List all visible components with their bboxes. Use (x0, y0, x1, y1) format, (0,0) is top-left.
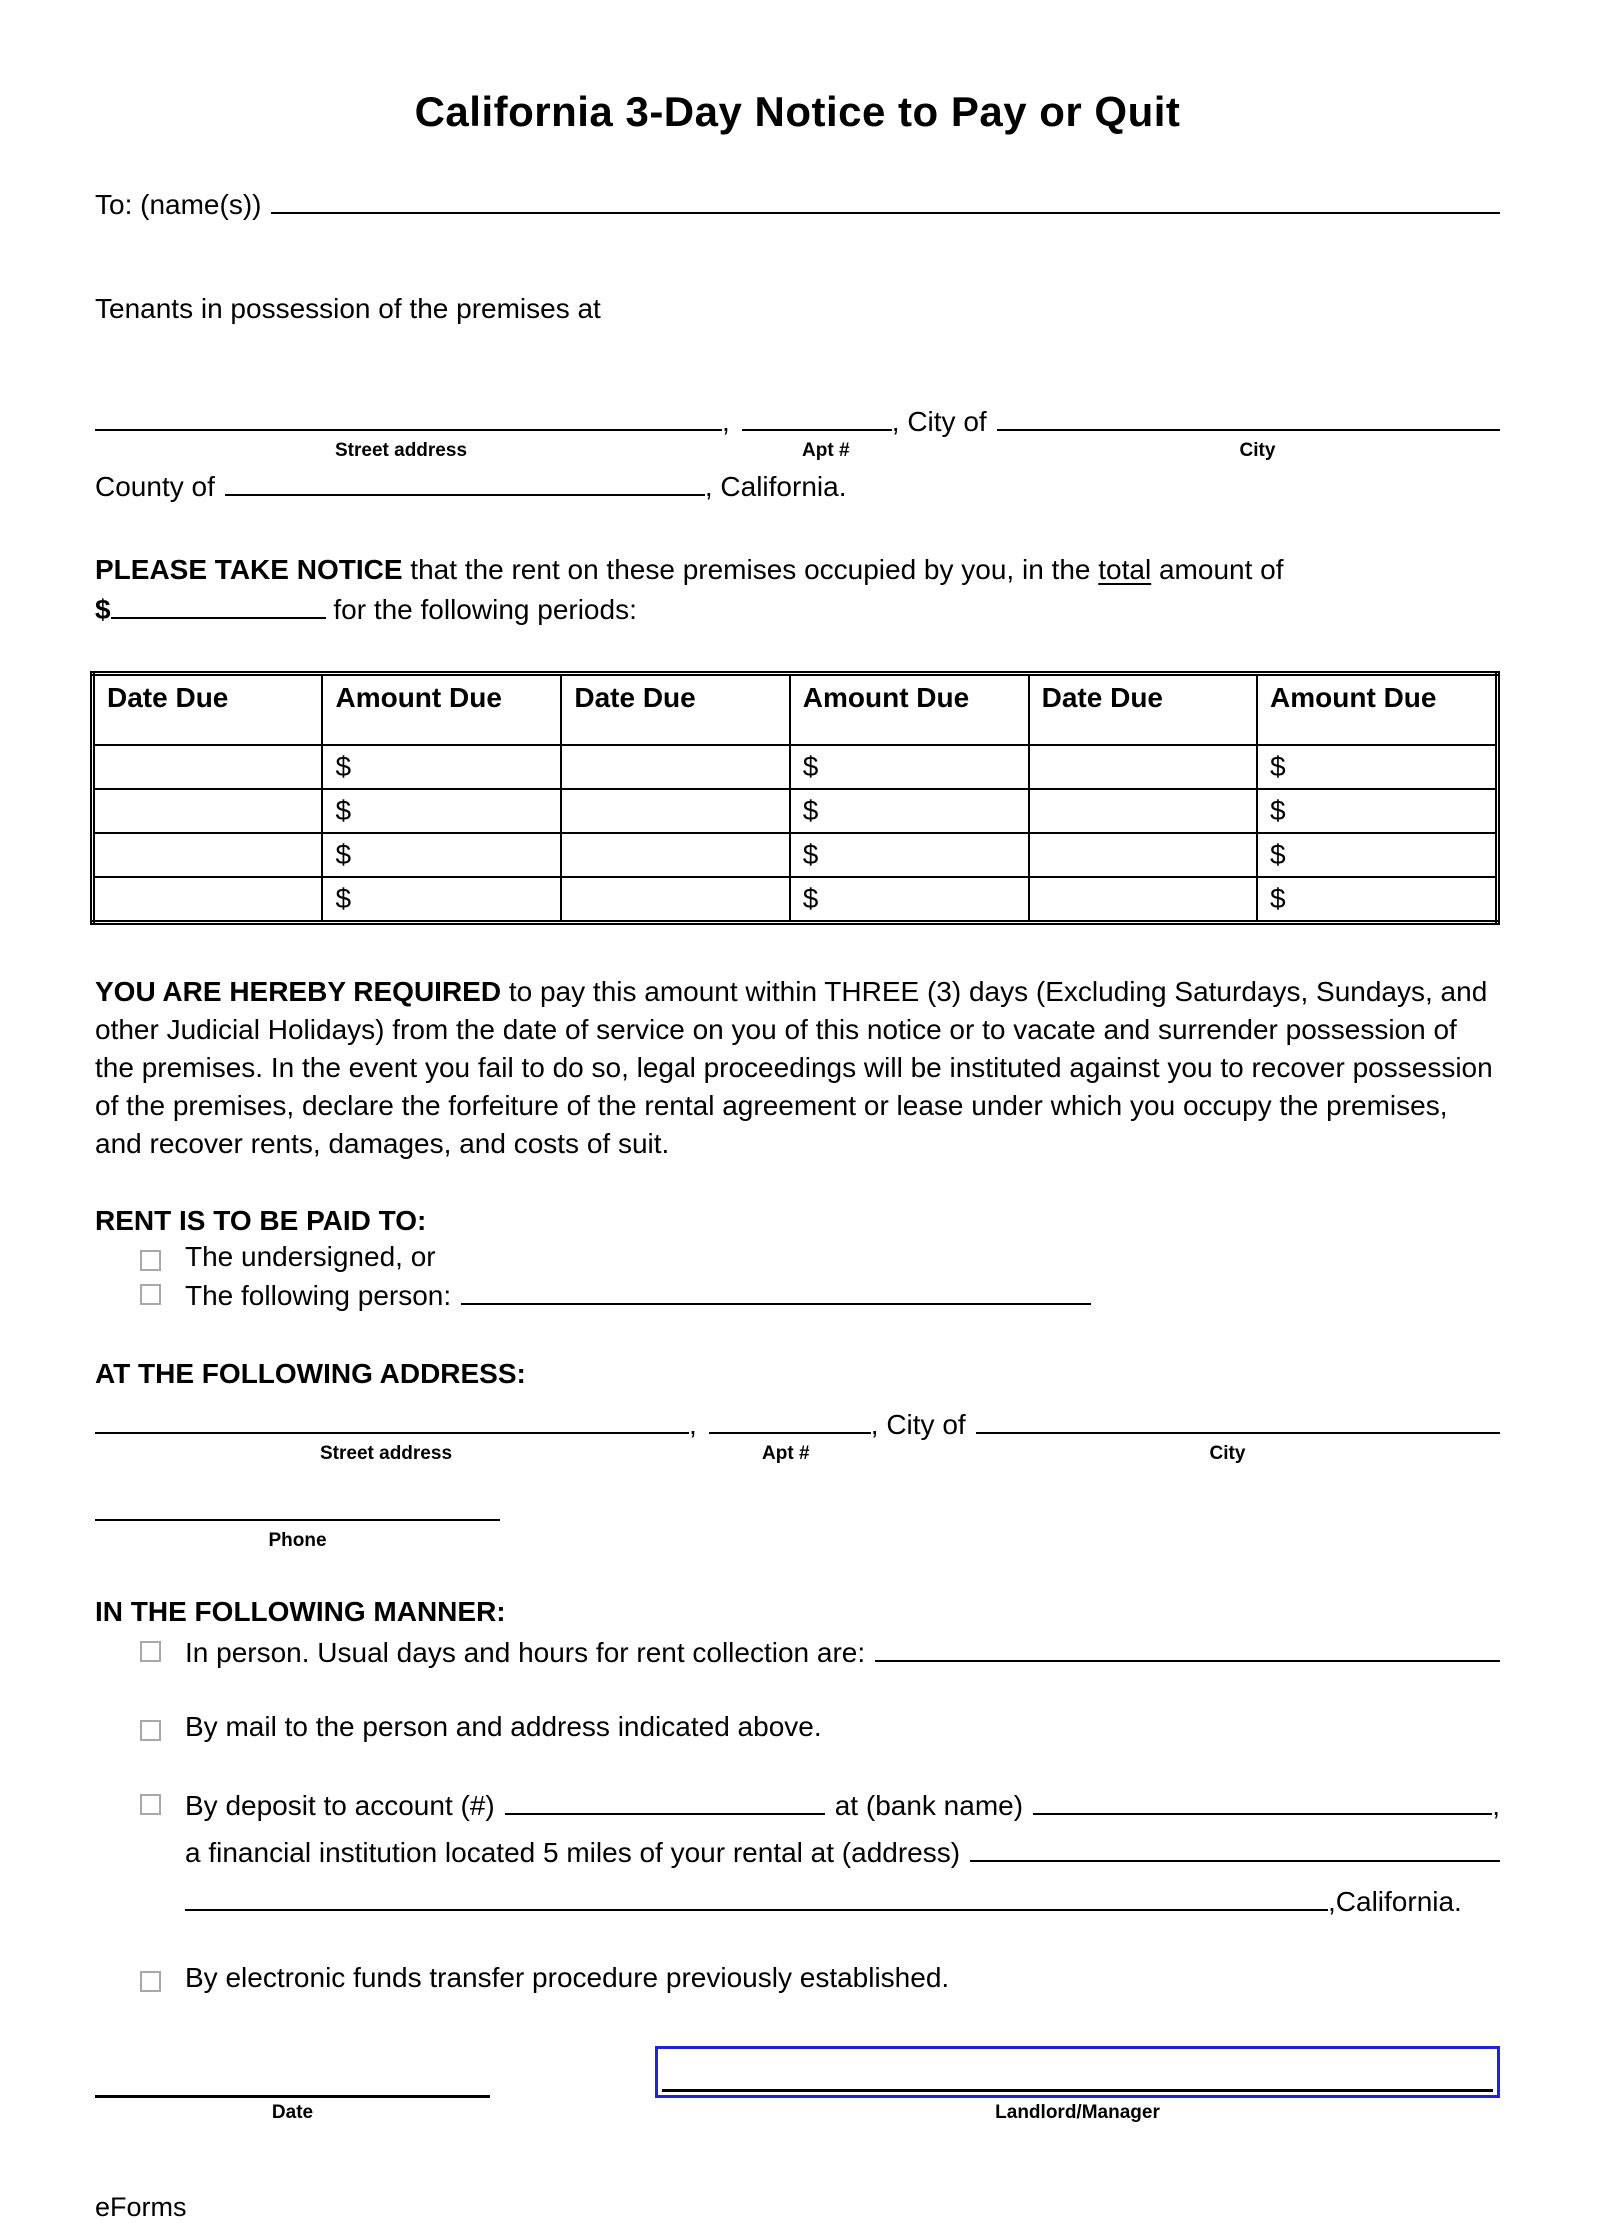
premises-address-row (95, 401, 1500, 438)
to-label: To: (name(s)) (95, 189, 262, 220)
page-title: California 3-Day Notice to Pay or Quit (414, 88, 1181, 135)
notice-paragraph (95, 551, 1500, 629)
rent-paid-to-heading: RENT IS TO BE PAID TO: (95, 1205, 427, 1236)
amount-cell: $ (1257, 745, 1497, 789)
county-label: County of (95, 471, 215, 502)
table-row (93, 745, 1498, 789)
required-text: to pay this amount within THREE (3) days (Excluding Saturdays, Sundays, and other Judicial Holidays) from the date of service on you of this notice or to vacate and surrender possession of the premises. In the event you fail to do so, legal proceedings will be instituted against you to recover possession of the premises, declare the forfeiture of the rental agreement or lease under which you occupy the premises, and recover rents, damages, and costs of suit. (95, 976, 1493, 1159)
premises-city-of: , City of (891, 406, 987, 437)
amount-due-header: Amount Due (1257, 674, 1497, 746)
county-suffix: , California. (704, 471, 847, 502)
option-eft-label: By electronic funds transfer procedure previously established. (185, 1962, 950, 1993)
amount-cell: $ (1257, 833, 1497, 877)
tenant-names-line (271, 184, 1500, 214)
amount-cell: $ (322, 833, 561, 877)
payment-address-row (95, 1404, 1500, 1441)
county-row (95, 466, 1500, 503)
date-cell (561, 833, 789, 877)
phone-row (95, 1491, 1500, 1552)
amount-cell: $ (1257, 877, 1497, 923)
amount-cell: $ (1257, 789, 1497, 833)
comma: , (1492, 1790, 1500, 1821)
payment-street-line (95, 1404, 689, 1434)
apt-label: Apt # (762, 1443, 810, 1464)
eforms-logo: eForms (95, 2192, 187, 2222)
option-following-person-label: The following person: (185, 1280, 452, 1311)
deposit-account-label: By deposit to account (#) (185, 1790, 495, 1821)
city-label: City (1209, 1443, 1246, 1464)
street-address-label: Street address (335, 440, 468, 461)
date-cell (93, 833, 323, 877)
premises-street-line (95, 401, 722, 431)
option-undersigned-label: The undersigned, or (185, 1241, 436, 1272)
option-mail (140, 1711, 1500, 1743)
date-cell (1029, 833, 1257, 877)
city-label: City (1239, 440, 1276, 461)
account-number-line (505, 1785, 825, 1815)
option-deposit (140, 1785, 1500, 1918)
dollar-sign: $ (95, 594, 111, 625)
bank-name-line (1033, 1785, 1492, 1815)
to-row (95, 184, 1500, 221)
date-block (95, 2055, 490, 2124)
date-cell (93, 745, 323, 789)
date-cell (1029, 789, 1257, 833)
date-cell (93, 877, 323, 923)
date-due-header: Date Due (93, 674, 323, 746)
in-person-checkbox[interactable] (140, 1641, 161, 1662)
table-row (93, 789, 1498, 833)
eft-checkbox[interactable] (140, 1971, 161, 1992)
apt-label: Apt # (802, 440, 850, 461)
date-cell (561, 745, 789, 789)
option-undersigned (140, 1241, 1500, 1273)
address-heading: AT THE FOLLOWING ADDRESS: (95, 1358, 526, 1389)
table-header-row (93, 674, 1498, 746)
payment-city-of: , City of (870, 1409, 966, 1440)
total-amount-line (111, 589, 326, 619)
date-due-header: Date Due (1029, 674, 1257, 746)
landlord-label: Landlord/Manager (995, 2102, 1160, 2123)
amount-cell: $ (790, 833, 1029, 877)
undersigned-checkbox[interactable] (140, 1250, 161, 1271)
following-person-checkbox[interactable] (140, 1284, 161, 1305)
premises-apt-line (742, 401, 892, 431)
amount-due-header: Amount Due (790, 674, 1029, 746)
notice-text-2: amount of (1151, 554, 1284, 585)
payment-address-labels (95, 1443, 1500, 1465)
date-cell (1029, 877, 1257, 923)
date-cell (1029, 745, 1257, 789)
premises-city-line (997, 401, 1500, 431)
deposit-line-2 (185, 1832, 1500, 1869)
payment-city-line (976, 1404, 1500, 1434)
rental-address-line (970, 1832, 1500, 1862)
amount-cell: $ (790, 877, 1029, 923)
amount-cell: $ (322, 877, 561, 923)
comma: , (722, 406, 730, 437)
option-eft (140, 1962, 1500, 1994)
collection-hours-line (875, 1632, 1500, 1662)
notice-bold: PLEASE TAKE NOTICE (95, 554, 403, 585)
date-cell (93, 789, 323, 833)
landlord-block (655, 2046, 1500, 2124)
option-in-person (140, 1632, 1500, 1669)
option-in-person-label: In person. Usual days and hours for rent collection are: (185, 1637, 866, 1668)
county-line (225, 466, 705, 496)
signature-row (95, 2046, 1500, 2124)
required-paragraph (95, 973, 1500, 1163)
mail-checkbox[interactable] (140, 1720, 161, 1741)
rent-periods-table (90, 671, 1500, 925)
premises-address-labels (95, 440, 1500, 462)
street-address-label: Street address (320, 1443, 453, 1464)
date-cell (561, 789, 789, 833)
option-mail-label: By mail to the person and address indicated above. (185, 1711, 822, 1742)
table-row (93, 877, 1498, 923)
phone-label: Phone (268, 1530, 327, 1551)
rental-address-line-2 (185, 1881, 1328, 1911)
table-row (93, 833, 1498, 877)
signature-line (662, 2089, 1493, 2092)
amount-due-header: Amount Due (322, 674, 561, 746)
amount-cell: $ (322, 789, 561, 833)
date-line (95, 2055, 490, 2098)
tenants-line: Tenants in possession of the premises at (95, 293, 601, 324)
required-bold: YOU ARE HEREBY REQUIRED (95, 976, 502, 1007)
amount-cell: $ (322, 745, 561, 789)
comma: , (689, 1409, 697, 1440)
following-person-line (461, 1275, 1091, 1305)
landlord-signature-field[interactable] (655, 2046, 1500, 2098)
amount-cell: $ (790, 789, 1029, 833)
deposit-checkbox[interactable] (140, 1794, 161, 1815)
deposit-line-3 (185, 1881, 1500, 1918)
date-cell (561, 877, 789, 923)
amount-cell: $ (790, 745, 1029, 789)
deposit-bank-label: at (bank name) (834, 1790, 1024, 1821)
deposit-institution-label: a financial institution located 5 miles of your rental at (address) (185, 1837, 961, 1868)
notice-text-3: for the following periods: (325, 594, 637, 625)
deposit-california-suffix: ,California. (1328, 1886, 1462, 1917)
date-due-header: Date Due (561, 674, 789, 746)
payment-apt-line (709, 1404, 871, 1434)
phone-line (95, 1491, 500, 1521)
manner-heading: IN THE FOLLOWING MANNER: (95, 1596, 506, 1627)
notice-total-underlined: total (1098, 554, 1152, 585)
date-label: Date (271, 2102, 314, 2123)
option-following-person (140, 1275, 1500, 1312)
notice-text-1: that the rent on these premises occupied by you, in the (402, 554, 1099, 585)
deposit-line-1 (185, 1785, 1500, 1822)
